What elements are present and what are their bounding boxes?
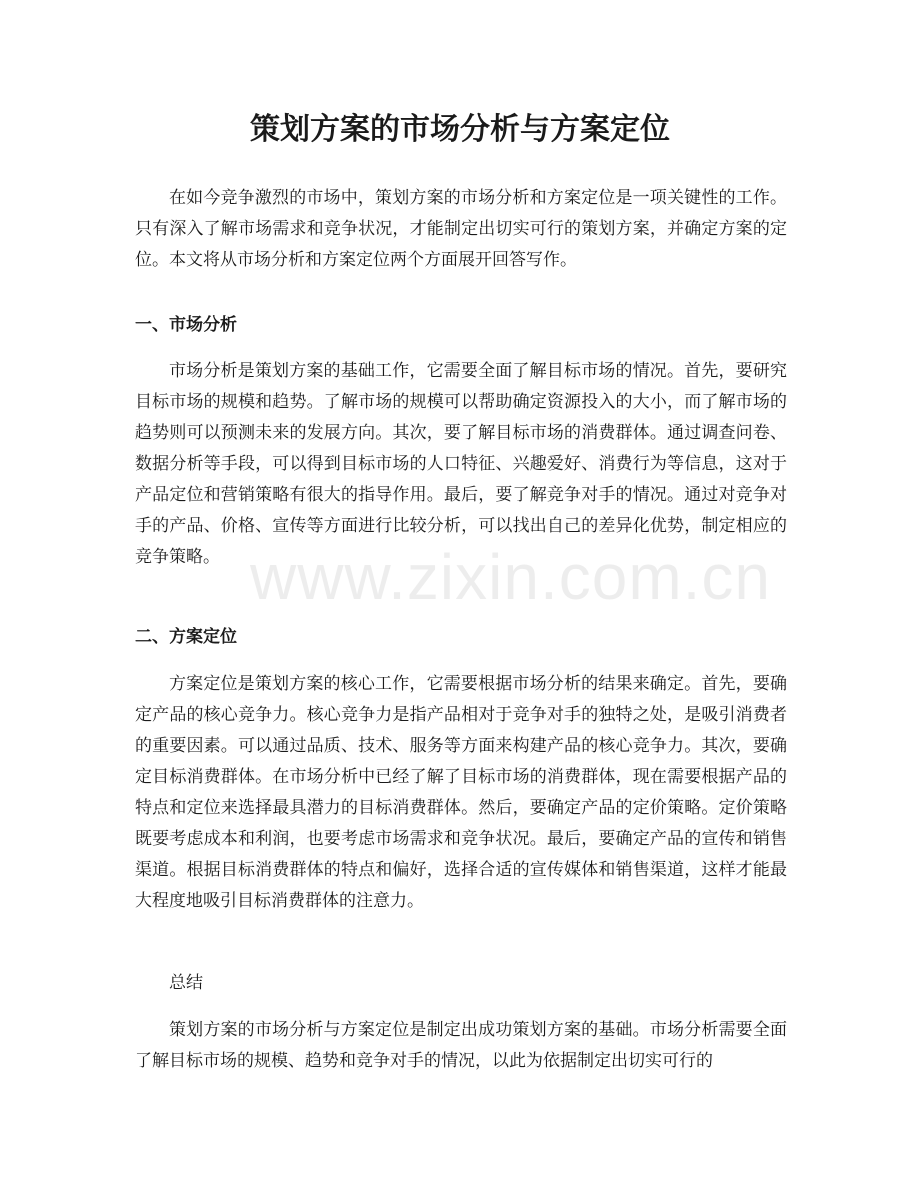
section-heading-market-analysis: 一、市场分析 (135, 315, 237, 335)
intro-paragraph: 在如今竞争激烈的市场中，策划方案的市场分析和方案定位是一项关键性的工作。只有深入了解市场需求和竞争状况，才能制定出切实可行的策划方案，并确定方案的定位。本文将从市场分析和方案定位两个方面展开回答写作。 (135, 188, 787, 270)
positioning-paragraph: 方案定位是策划方案的核心工作，它需要根据市场分析的结果来确定。首先，要确定产品的核心竞争力。核心竞争力是指产品相对于竞争对手的独特之处，是吸引消费者的重要因素。可以通过品质、技术、服务等方面来构建产品的核心竞争力。其次，要确定目标消费群体。在市场分析中已经了解了目标市场的消费群体，现在需要根据产品的特点和定位来选择最具潜力的目标消费群体。然后，要确定产品的定价策略。定价策略既要考虑成本和利润，也要考虑市场需求和竞争状况。最后，要确定产品的宣传和销售渠道。根据目标消费群体的特点和偏好，选择合适的宣传媒体和销售渠道，这样才能最大程度地吸引目标消费群体的注意力。 (135, 674, 787, 911)
market-analysis-paragraph: 市场分析是策划方案的基础工作，它需要全面了解目标市场的情况。首先，要研究目标市场的规模和趋势。了解市场的规模可以帮助确定资源投入的大小，而了解市场的趋势则可以预测未来的发展方向。其次，要了解目标市场的消费群体。通过调查问卷、数据分析等手段，可以得到目标市场的人口特征、兴趣爱好、消费行为等信息，这对于产品定位和营销策略有很大的指导作用。最后，要了解竞争对手的情况。通过对竞争对手的产品、价格、宣传等方面进行比较分析，可以找出自己的差异化优势，制定相应的竞争策略。 (135, 361, 787, 567)
watermark: www.zixin.com.cn (250, 541, 771, 613)
summary-label: 总结 (169, 973, 203, 993)
summary-paragraph: 策划方案的市场分析与方案定位是制定出成功策划方案的基础。市场分析需要全面了解目标市场的规模、趋势和竞争对手的情况，以此为依据制定出切实可行的 (135, 1020, 787, 1071)
section-heading-positioning: 二、方案定位 (135, 627, 237, 647)
document-title: 策划方案的市场分析与方案定位 (250, 112, 670, 147)
